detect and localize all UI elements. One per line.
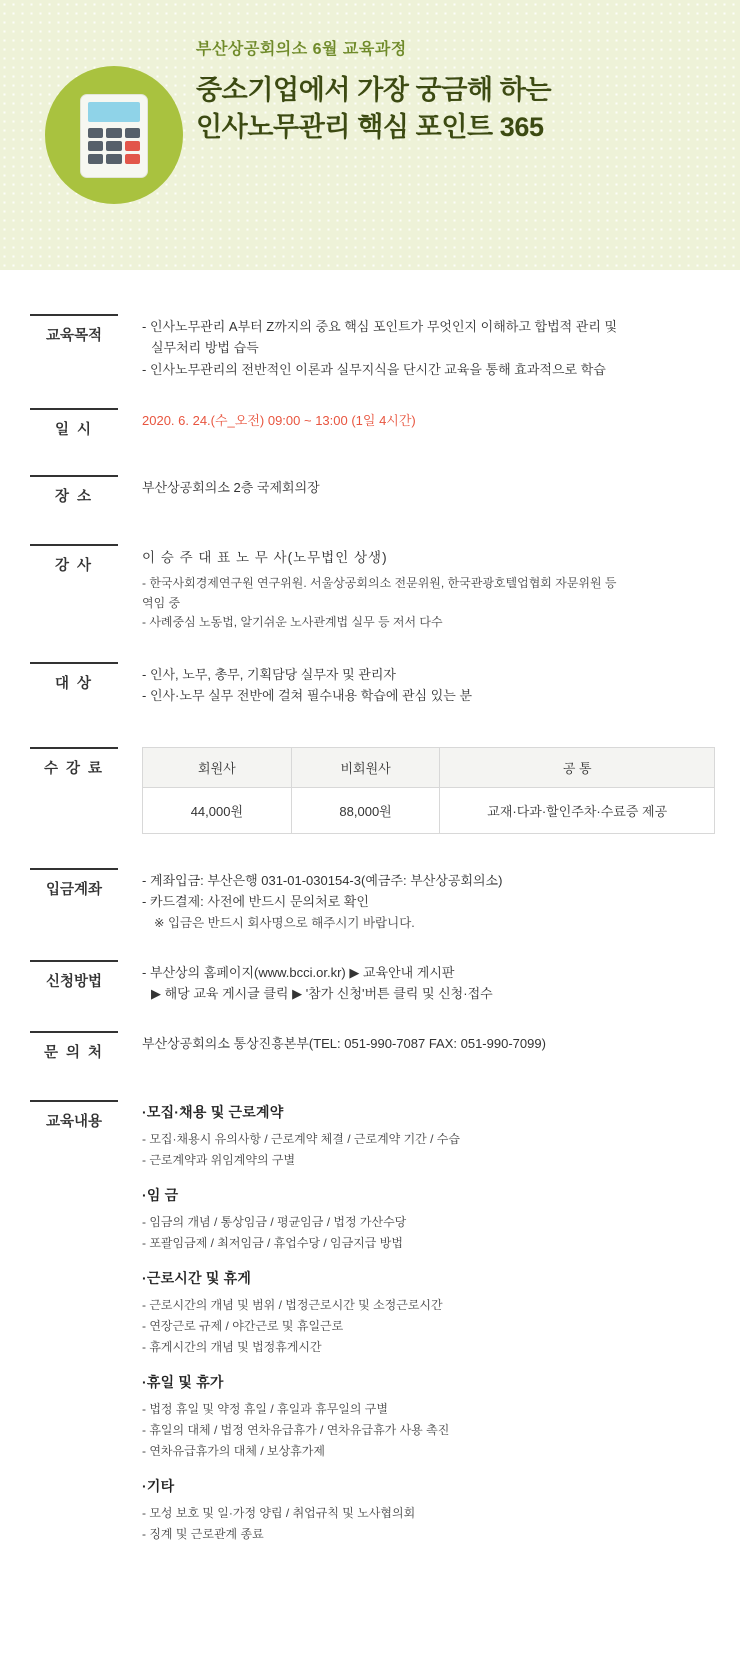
account-item: - 카드결제: 사전에 반드시 문의처로 확인 (142, 894, 369, 910)
section-lecturer (0, 544, 740, 632)
fee-value-common: 교재·다과·할인주차·수료증 제공 (440, 787, 715, 833)
calculator-icon (80, 94, 148, 178)
curriculum-group (142, 1268, 715, 1358)
place-value: 부산상공회의소 2층 국제회의장 (142, 480, 320, 496)
curriculum-group (142, 1102, 715, 1171)
fee-header-common: 공 통 (440, 747, 715, 787)
place-body (118, 475, 740, 498)
calculator-key (88, 128, 103, 138)
label-datetime: 일 시 (30, 408, 118, 439)
purpose-body (118, 314, 740, 380)
datetime-body (118, 408, 740, 431)
curriculum-item: - 모집·채용시 유의사항 / 근로계약 체결 / 근로계약 기간 / 수습 (142, 1131, 460, 1146)
label-target: 대 상 (30, 662, 118, 693)
calculator-key (106, 141, 121, 151)
curriculum-group (142, 1372, 715, 1462)
fee-value-nonmember: 88,000원 (291, 787, 440, 833)
calculator-key (88, 154, 103, 164)
curriculum-group (142, 1476, 715, 1545)
lecturer-detail: - 한국사회경제연구원 연구위원. 서울상공회의소 전문위원, 한국관광호텔업협회 자문위원 등 (142, 576, 617, 591)
calculator-key-accent (125, 141, 140, 151)
calculator-key-accent (125, 154, 140, 164)
fee-body (118, 747, 740, 834)
section-curriculum (0, 1100, 740, 1559)
title-line-2: 인사노무관리 핵심 포인트 365 (196, 112, 544, 143)
section-datetime (0, 408, 740, 439)
curriculum-group-title: ·휴일 및 휴가 (142, 1373, 224, 1390)
section-contact (0, 1031, 740, 1062)
curriculum-item: - 휴게시간의 개념 및 법정휴게시간 (142, 1339, 322, 1354)
header-kicker: 부산상공회의소 6월 교육과정 (196, 41, 407, 58)
account-item: - 계좌입금: 부산은행 031-01-030154-3(예금주: 부산상공회의소) (142, 872, 503, 888)
account-note: ※ 입금은 반드시 회사명으로 해주시기 바랍니다. (154, 915, 415, 930)
calculator-key (106, 154, 121, 164)
lecturer-detail: 역임 중 (142, 595, 181, 610)
curriculum-group-title: ·근로시간 및 휴게 (142, 1269, 252, 1286)
label-fee: 수 강 료 (30, 747, 118, 778)
curriculum-group (142, 1185, 715, 1254)
calculator-key (88, 141, 103, 151)
apply-item: ▶ 해당 교육 게시글 클릭 ▶ '참가 신청'버튼 클릭 및 신청·접수 (151, 986, 493, 1002)
section-target (0, 662, 740, 707)
curriculum-body (118, 1100, 740, 1559)
account-body (118, 868, 740, 934)
curriculum-item: - 근로시간의 개념 및 범위 / 법정근로시간 및 소정근로시간 (142, 1297, 443, 1312)
curriculum-item: - 법정 휴일 및 약정 휴일 / 휴일과 휴무일의 구별 (142, 1401, 388, 1416)
curriculum-item: - 모성 보호 및 일·가정 양립 / 취업규칙 및 노사협의회 (142, 1505, 416, 1520)
lecturer-body (118, 544, 740, 632)
curriculum-item: - 임금의 개념 / 통상임금 / 평균임금 / 법정 가산수당 (142, 1214, 407, 1229)
content (0, 314, 740, 1559)
header-banner (0, 0, 740, 270)
datetime-value: 2020. 6. 24.(수_오전) 09:00 ~ 13:00 (1일 4시간) (142, 413, 416, 429)
label-account: 입금계좌 (30, 868, 118, 899)
curriculum-item: - 휴일의 대체 / 법정 연차유급휴가 / 연차유급휴가 사용 촉진 (142, 1422, 450, 1437)
curriculum-group-title: ·임 금 (142, 1186, 179, 1203)
label-contact: 문 의 처 (30, 1031, 118, 1062)
curriculum-group-title: ·모집·채용 및 근로계약 (142, 1103, 284, 1120)
target-item: - 인사·노무 실무 전반에 걸쳐 필수내용 학습에 관심 있는 분 (142, 688, 472, 704)
fee-header-nonmember: 비회원사 (291, 747, 440, 787)
curriculum-item: - 연장근로 규제 / 야간근로 및 휴일근로 (142, 1318, 344, 1333)
label-curriculum: 교육내용 (30, 1100, 118, 1131)
table-row (143, 787, 715, 833)
title-line-1: 중소기업에서 가장 궁금해 하는 (196, 75, 552, 105)
apply-body (118, 960, 740, 1005)
label-apply: 신청방법 (30, 960, 118, 991)
target-body (118, 662, 740, 707)
fee-header-member: 회원사 (143, 747, 292, 787)
purpose-item: - 인사노무관리 A부터 Z까지의 중요 핵심 포인트가 무엇인지 이해하고 합법적 관리 및 (142, 319, 618, 334)
fee-value-member: 44,000원 (143, 787, 292, 833)
calculator-keys (88, 128, 140, 164)
curriculum-item: - 연차유급휴가의 대체 / 보상휴가제 (142, 1443, 325, 1458)
section-apply (0, 960, 740, 1005)
section-account (0, 868, 740, 934)
curriculum-group-title: ·기타 (142, 1477, 175, 1494)
contact-value: 부산상공회의소 통상진흥본부(TEL: 051-990-7087 FAX: 051-990-7099) (142, 1035, 546, 1051)
label-purpose: 교육목적 (30, 314, 118, 345)
fee-table (142, 747, 715, 834)
curriculum-item: - 근로계약과 위임계약의 구별 (142, 1152, 296, 1167)
calculator-key (106, 128, 121, 138)
target-item: - 인사, 노무, 총무, 기획담당 실무자 및 관리자 (142, 666, 396, 682)
lecturer-detail: - 사례중심 노동법, 알기쉬운 노사관계법 실무 등 저서 다수 (142, 614, 443, 629)
section-fee (0, 747, 740, 834)
curriculum-item: - 징계 및 근로관계 종료 (142, 1526, 264, 1541)
calculator-screen (88, 102, 140, 122)
page-title (196, 72, 716, 147)
apply-item: - 부산상의 홈페이지(www.bcci.or.kr) ▶ 교육안내 게시판 (142, 964, 455, 980)
table-header-row (143, 747, 715, 787)
purpose-item: 실무처리 방법 습득 (151, 340, 259, 356)
section-purpose (0, 314, 740, 380)
curriculum-item: - 포괄임금제 / 최저임금 / 휴업수당 / 임금지급 방법 (142, 1235, 403, 1250)
calculator-key (125, 128, 140, 138)
contact-body (118, 1031, 740, 1055)
section-place (0, 475, 740, 506)
label-place: 장 소 (30, 475, 118, 506)
purpose-item: - 인사노무관리의 전반적인 이론과 실무지식을 단시간 교육을 통해 효과적으로 학습 (142, 361, 606, 377)
lecturer-name: 이 승 주 대 표 노 무 사(노무법인 상생) (142, 550, 388, 566)
label-lecturer: 강 사 (30, 544, 118, 575)
